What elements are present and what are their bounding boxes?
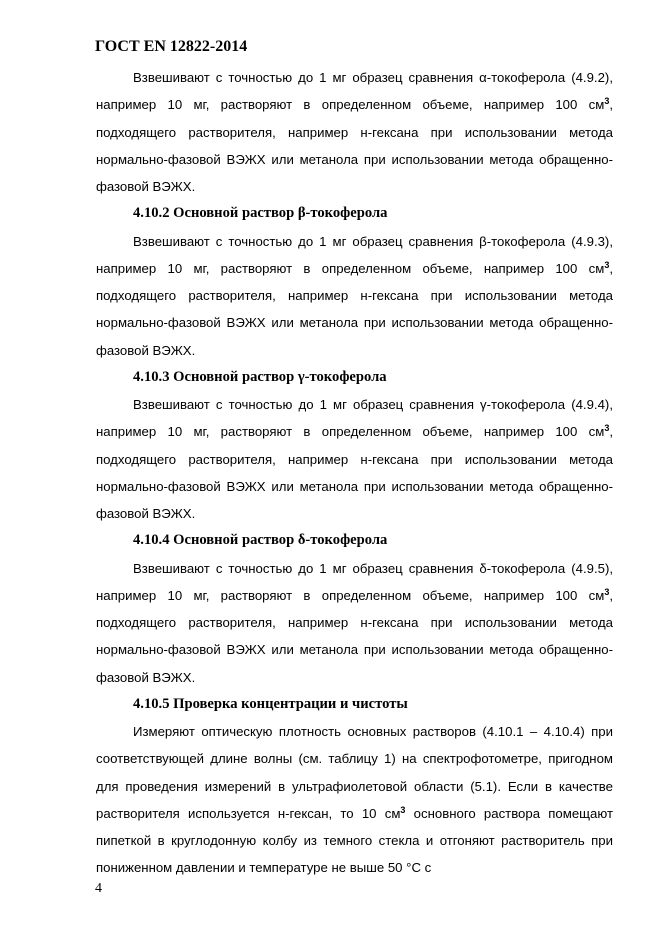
paragraph-text: Взвешивают с точностью до 1 мг образец сравнения α-токоферола (4.9.2), например 10 мг, растворяют в определенном объеме, например 100 см — [96, 70, 613, 113]
paragraph-text: Взвешивают с точностью до 1 мг образец сравнения γ-токоферола (4.9.4), например 10 мг, растворяют в определенном объеме, например 100 см — [96, 397, 613, 440]
paragraph-beta-tocopherol — [96, 228, 613, 364]
paragraph-text: основного раствора помещают пипеткой в круглодонную колбу из темного стекла и отгоняют растворитель при пониженном давлении и температуре не выше 50 °С с — [96, 805, 613, 876]
paragraph-text: Взвешивают с точностью до 1 мг образец сравнения δ-токоферола (4.9.5), например 10 мг, растворяют в определенном объеме, например 100 см — [96, 560, 613, 603]
document-body — [96, 64, 613, 882]
superscript: 3 — [604, 586, 610, 597]
superscript: 3 — [604, 96, 610, 107]
section-heading-4-10-4: 4.10.4 Основной раствор δ-токоферола — [133, 532, 388, 549]
paragraph-text: , подходящего растворителя, например н-гексана при использовании метода нормально-фазовой ВЭЖХ или метанола при использовании метода обращенно-фазовой ВЭЖХ. — [96, 260, 613, 358]
paragraph-text: , подходящего растворителя, например н-гексана при использовании метода нормально-фазовой ВЭЖХ или метанола при использовании метода обращенно-фазовой ВЭЖХ. — [96, 424, 613, 521]
paragraph-concentration-check — [96, 718, 613, 882]
paragraph-delta-tocopherol — [96, 555, 613, 691]
paragraph-alpha-tocopherol — [96, 64, 613, 200]
page-number: 4 — [95, 881, 102, 896]
superscript: 3 — [400, 804, 406, 815]
paragraph-text: Измеряют оптическую плотность основных растворов (4.10.1 – 4.10.4) при соответствующей длине волны (см. таблицу 1) на спектрофотометре, пригодном для проведения измерений в ультрафиолетовой области (5.1). Если в качестве растворителя используется н-гексан, то 10 см — [96, 724, 613, 821]
paragraph-gamma-tocopherol — [96, 391, 613, 527]
superscript: 3 — [604, 259, 610, 270]
superscript: 3 — [604, 423, 610, 434]
paragraph-text: Взвешивают с точностью до 1 мг образец сравнения β-токоферола (4.9.3), например 10 мг, растворяют в определенном объеме, например 100 см — [96, 233, 613, 276]
paragraph-text: , подходящего растворителя, например н-гексана при использовании метода нормально-фазовой ВЭЖХ или метанола при использовании метода обращенно-фазовой ВЭЖХ. — [96, 587, 613, 685]
section-heading-4-10-3: 4.10.3 Основной раствор γ-токоферола — [133, 368, 387, 385]
standard-header: ГОСТ EN 12822-2014 — [95, 38, 248, 55]
paragraph-text: , подходящего растворителя, например н-гексана при использовании метода нормально-фазовой ВЭЖХ или метанола при использовании метода обращенно-фазовой ВЭЖХ. — [96, 97, 613, 194]
section-heading-4-10-2: 4.10.2 Основной раствор β-токоферола — [133, 205, 388, 222]
section-heading-4-10-5: 4.10.5 Проверка концентрации и чистоты — [133, 695, 408, 712]
